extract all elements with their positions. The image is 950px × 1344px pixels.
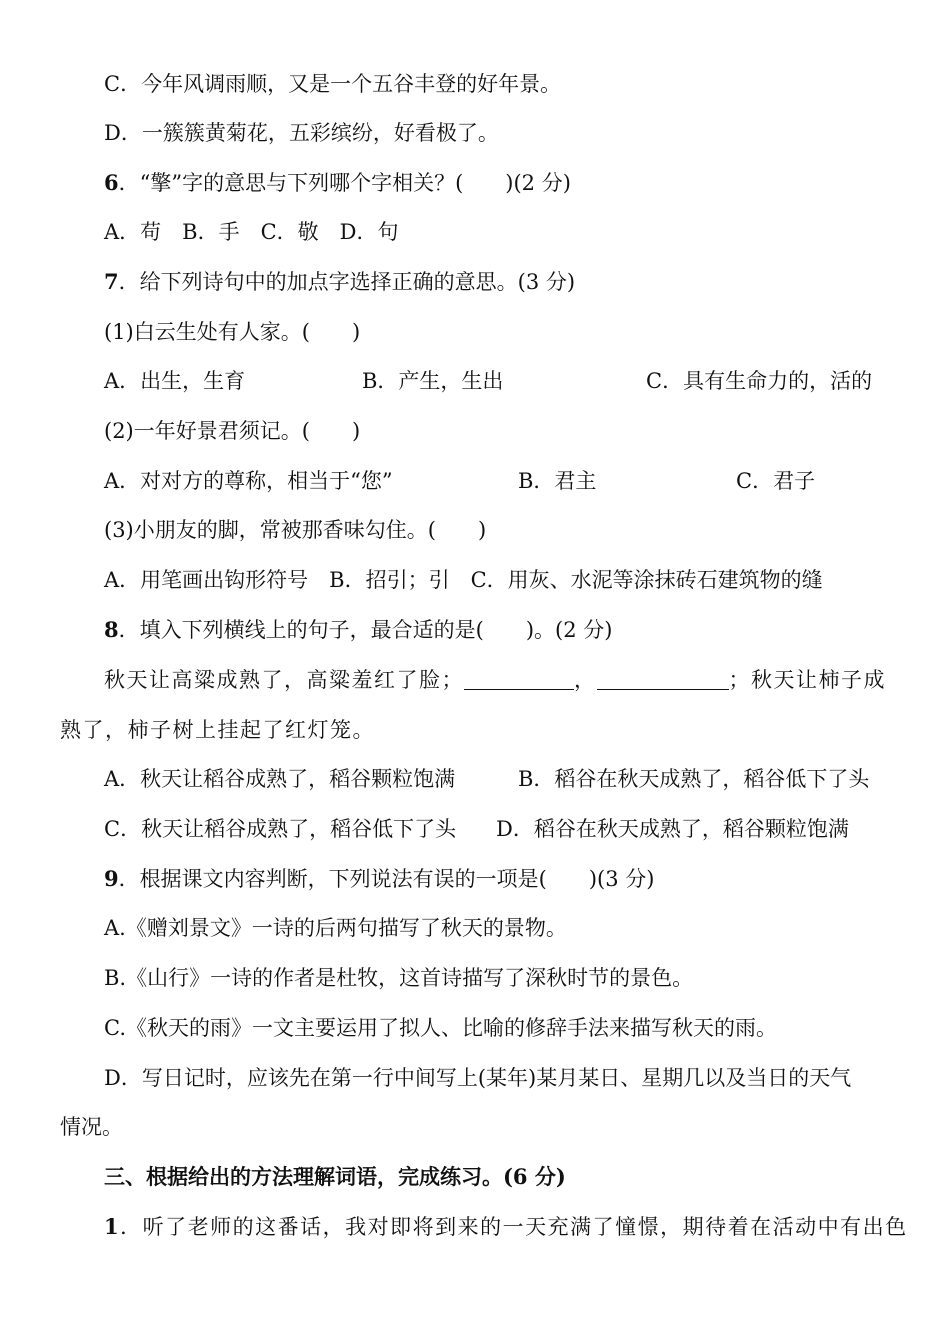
question-number: 1	[104, 1214, 121, 1239]
q8-options-row-2	[104, 815, 904, 843]
passage-text: ；秋天让柿子成	[728, 668, 886, 692]
option-c: C．君子	[736, 469, 816, 493]
q7-sub-2-options	[104, 467, 904, 495]
passage-text: 秋天让高粱成熟了，高粱羞红了脸；	[104, 668, 464, 692]
option-b: B．产生，生出	[362, 369, 504, 393]
q7-sub-1: (1)白云生处有人家。( )	[104, 320, 361, 344]
question-text: ．填入下列横线上的句子，最合适的是( )。(2 分)	[118, 618, 613, 642]
q8-options-row-1	[104, 765, 904, 793]
option-c: C．具有生命力的，活的	[646, 369, 873, 393]
q6-options: A．苟 B．手 C．敬 D．句	[104, 220, 399, 244]
question-text: ．“擎”字的意思与下列哪个字相关？( )(2 分)	[118, 171, 571, 195]
option-d: D．稻谷在秋天成熟了，稻谷颗粒饱满	[496, 817, 849, 841]
option-a: A．秋天让稻谷成熟了，稻谷颗粒饱满	[104, 767, 456, 791]
question-number: 9	[104, 866, 119, 891]
option-b: B．君主	[518, 469, 597, 493]
question-9	[104, 865, 654, 893]
q9-option-a: A.《赠刘景文》一诗的后两句描写了秋天的景物。	[104, 916, 567, 940]
q9-option-d-continued: 情况。	[60, 1115, 123, 1139]
question-text: ．给下列诗句中的加点字选择正确的意思。(3 分)	[118, 270, 576, 294]
section-3-heading: 三、根据给出的方法理解词语，完成练习。(6 分)	[104, 1164, 566, 1189]
section-3-question-1	[104, 1213, 908, 1241]
q8-passage-line-2: 熟了，柿子树上挂起了红灯笼。	[60, 718, 375, 742]
answer-blank[interactable]	[464, 669, 574, 690]
q5-option-d: D．一簇簇黄菊花，五彩缤纷，好看极了。	[104, 121, 499, 145]
option-a: A．对对方的尊称，相当于“您”	[104, 469, 393, 493]
q5-option-c: C．今年风调雨顺，又是一个五谷丰登的好年景。	[104, 72, 562, 96]
q9-option-c: C.《秋天的雨》一文主要运用了拟人、比喻的修辞手法来描写秋天的雨。	[104, 1016, 777, 1040]
question-text: ．根据课文内容判断，下列说法有误的一项是( )(3 分)	[118, 867, 655, 891]
passage-comma: ，	[574, 668, 597, 692]
option-c: C．秋天让稻谷成熟了，稻谷低下了头	[104, 817, 457, 841]
question-number: 6	[104, 170, 119, 195]
question-6	[104, 169, 571, 197]
q7-sub-1-options	[104, 367, 904, 395]
question-number: 7	[104, 269, 119, 294]
option-a: A．出生，生育	[104, 369, 246, 393]
q8-passage-line-1	[104, 666, 886, 694]
question-8	[104, 616, 612, 644]
q9-option-b: B.《山行》一诗的作者是杜牧，这首诗描写了深秋时节的景色。	[104, 966, 694, 990]
q7-sub-3: (3)小朋友的脚，常被那香味勾住。( )	[104, 518, 487, 542]
q7-sub-2: (2)一年好景君须记。( )	[104, 419, 361, 443]
q9-option-d: D．写日记时，应该先在第一行中间写上(某年)某月某日、星期几以及当日的天气	[104, 1066, 852, 1090]
q7-sub-3-options: A．用笔画出钩形符号 B．招引；引 C．用灰、水泥等涂抹砖石建筑物的缝	[104, 568, 823, 592]
option-b: B．稻谷在秋天成熟了，稻谷低下了头	[518, 767, 870, 791]
question-number: 8	[104, 617, 119, 642]
question-text: ．听了老师的这番话，我对即将到来的一天充满了憧憬，期待着在活动中有出色	[120, 1215, 908, 1239]
question-7	[104, 268, 575, 296]
answer-blank[interactable]	[597, 669, 729, 690]
